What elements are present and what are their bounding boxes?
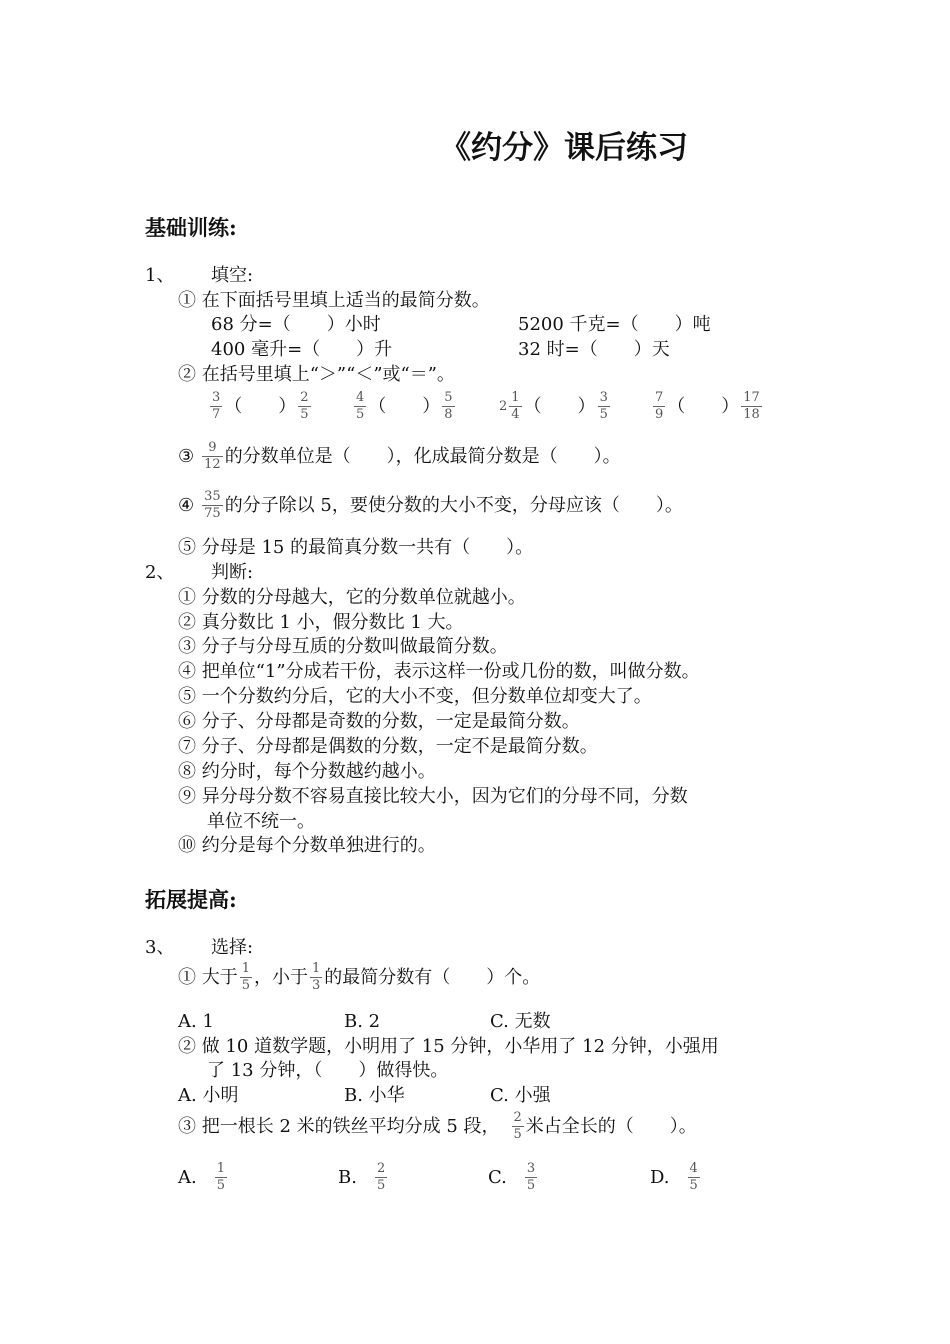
answer-blank[interactable]: （ ） [368, 395, 441, 417]
compare-pair-3 [497, 390, 612, 423]
q2-item-continued: 单位不统一。 [207, 811, 315, 832]
option-label: A. [178, 1166, 197, 1188]
q1-label: 填空: [211, 265, 254, 286]
q1-sub4 [178, 489, 683, 522]
answer-blank[interactable]: （ ） [523, 395, 596, 417]
option-c[interactable]: C. 无数 [490, 1011, 551, 1032]
q1-sub1-text: ① 在下面括号里填上适当的最简分数。 [178, 290, 490, 311]
q1-sub2-text: ② 在括号里填上“＞”“＜”或“＝”。 [178, 364, 455, 385]
option-a[interactable]: A. 1 [178, 1011, 214, 1032]
whole-number: 2 [499, 399, 508, 414]
fraction: $\frac{35}{75}$ [204, 489, 221, 521]
q1-sub1-item-a: 68 分=（ ）小时 [211, 314, 381, 335]
q2-item: ② 真分数比 1 小，假分数比 1 大。 [178, 612, 464, 633]
fraction: $\frac{3}{5}$ [526, 1161, 536, 1193]
fraction: $\frac{4}{5}$ [689, 1161, 698, 1193]
option-c[interactable] [488, 1161, 539, 1194]
section-basic-heading: 基础训练: [145, 215, 237, 240]
fraction: $\frac{1}{3}$ [312, 961, 321, 993]
fraction: $\frac{1}{4}$ [511, 390, 520, 422]
option-label: C. [488, 1166, 507, 1188]
q3-sub1-pre: ① 大于 [178, 966, 238, 988]
fraction: $\frac{1}{5}$ [216, 1161, 226, 1193]
option-b[interactable]: B. 2 [344, 1011, 381, 1032]
q1-sub1-item-b: 5200 千克=（ ）吨 [518, 314, 711, 335]
q2-item: ⑨ 异分母分数不容易直接比较大小，因为它们的分母不同，分数 [178, 786, 688, 807]
compare-pair-2 [352, 390, 457, 423]
q3-sub3 [178, 1110, 697, 1143]
q3-sub3-pre: ③ 把一根长 2 米的铁丝平均分成 5 段， [178, 1115, 500, 1137]
fraction: $\frac{9}{12}$ [204, 440, 221, 472]
fraction: $\frac{3}{5}$ [599, 390, 608, 422]
q1-sub1-item-d: 32 时=（ ）天 [518, 339, 670, 360]
compare-pair-1 [208, 390, 313, 423]
option-b[interactable]: B. 小华 [344, 1085, 405, 1106]
q2-item: ① 分数的分母越大，它的分数单位就越小。 [178, 587, 526, 608]
option-c[interactable]: C. 小强 [490, 1085, 551, 1106]
page-title: 《约分》课后练习 [440, 130, 688, 166]
answer-blank[interactable]: （ ） [667, 395, 740, 417]
answer-blank[interactable]: （ ） [224, 395, 297, 417]
item-mark: ③ [178, 445, 195, 467]
fraction: $\frac{2}{5}$ [300, 390, 309, 422]
q1-sub5-text: ⑤ 分母是 15 的最简真分数一共有（ ）。 [178, 537, 534, 558]
fraction: $\frac{2}{5}$ [513, 1110, 522, 1142]
q2-item: ⑤ 一个分数约分后，它的大小不变，但分数单位却变大了。 [178, 686, 652, 707]
fraction: $\frac{1}{5}$ [241, 961, 251, 993]
q2-item: ⑥ 分子、分母都是奇数的分数，一定是最简分数。 [178, 711, 580, 732]
option-d[interactable] [650, 1161, 702, 1194]
q1-sub1-item-c: 400 毫升=（ ）升 [211, 339, 393, 360]
q2-item: ⑧ 约分时，每个分数越约越小。 [178, 761, 436, 782]
section-extend-heading: 拓展提高: [145, 887, 237, 912]
q2-item: ⑦ 分子、分母都是偶数的分数，一定不是最简分数。 [178, 736, 598, 757]
item-mark: ④ [178, 494, 195, 516]
fraction: $\frac{3}{7}$ [212, 390, 221, 422]
q2-item: ③ 分子与分母互质的分数叫做最简分数。 [178, 636, 508, 657]
option-a[interactable] [178, 1161, 229, 1194]
option-b[interactable] [338, 1161, 389, 1194]
option-label: B. [338, 1166, 357, 1188]
q3-sub2-line2: 了 13 分钟，（ ）做得快。 [207, 1060, 449, 1081]
q3-sub1 [178, 961, 540, 994]
q1-sub3 [178, 440, 621, 473]
q3-number: 3、 [145, 937, 175, 958]
q3-sub2-line1: ② 做 10 道数学题，小明用了 15 分钟，小华用了 12 分钟，小强用 [178, 1036, 719, 1057]
q3-sub3-post: 米占全长的（ ）。 [525, 1115, 697, 1137]
fraction: $\frac{7}{9}$ [655, 390, 664, 422]
option-label: D. [650, 1166, 670, 1188]
q1-sub3-text: 的分数单位是（ ），化成最简分数是（ ）。 [224, 445, 621, 467]
q2-number: 2、 [145, 562, 175, 583]
q2-label: 判断: [211, 562, 254, 583]
q3-sub1-mid: ，小于 [254, 966, 309, 988]
q2-item: ⑩ 约分是每个分数单独进行的。 [178, 835, 436, 856]
fraction: $\frac{17}{18}$ [743, 390, 760, 422]
fraction: $\frac{2}{5}$ [376, 1161, 386, 1193]
option-a[interactable]: A. 小明 [178, 1085, 239, 1106]
fraction: $\frac{5}{8}$ [444, 390, 453, 422]
q1-number: 1、 [145, 265, 175, 286]
q3-label: 选择: [211, 937, 254, 958]
q2-item: ④ 把单位“1”分成若干份，表示这样一份或几份的数，叫做分数。 [178, 661, 700, 682]
fraction: $\frac{4}{5}$ [356, 390, 365, 422]
q3-sub1-post: 的最简分数有（ ）个。 [324, 966, 541, 988]
compare-pair-4 [651, 390, 764, 423]
q1-sub4-text: 的分子除以 5，要使分数的大小不变，分母应该（ ）。 [224, 494, 683, 516]
